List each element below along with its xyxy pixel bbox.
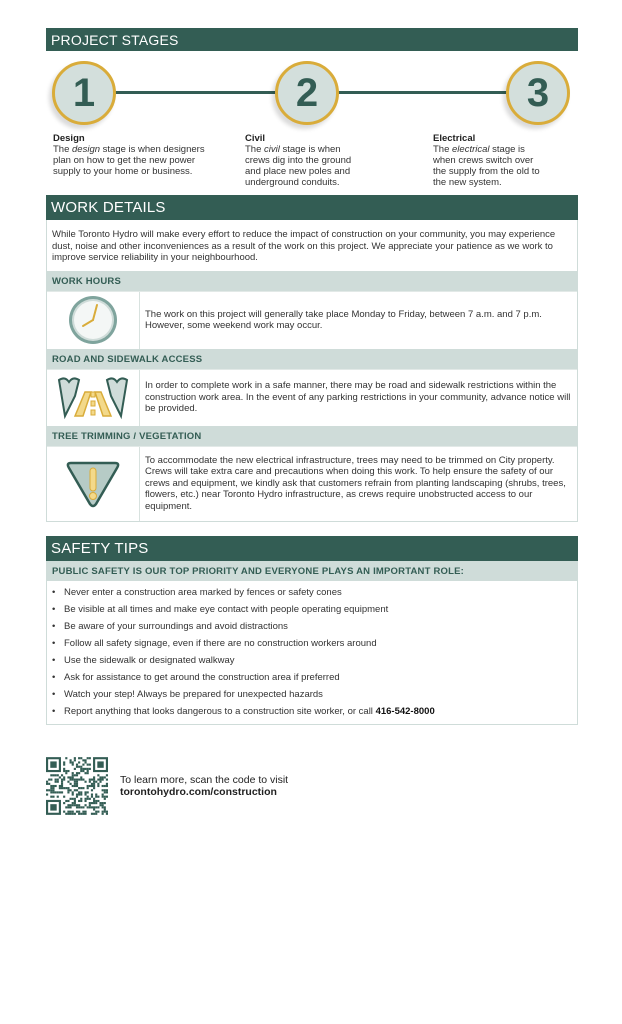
work-hours-heading: WORK HOURS <box>47 271 577 291</box>
work-hours-row <box>47 291 577 349</box>
safety-tip: • Be aware of your surroundings and avoid distractions <box>52 618 572 635</box>
safety-tip: • Follow all safety signage, even if there are no construction workers around <box>52 635 572 652</box>
tree-trimming-text: To accommodate the new electrical infrastructure, trees may need to be trimmed on City property. Crews will take extra care and precautions when doing this work. To help ensure the safety of our crews and equipment, we kindly ask that customers refrain from planting landscaping (shrubs, trees, flowers, etc.) near Toronto Hydro infrastructure, as crews require unobstructed access to our equipment. <box>145 454 566 512</box>
safety-tip: • Be visible at all times and make eye contact with people operating equipment <box>52 601 572 618</box>
stage-1-badge: 1 <box>52 61 116 125</box>
stage-title: Design <box>53 133 85 144</box>
safety-tips-header: SAFETY TIPS <box>46 536 578 561</box>
stage-design <box>53 133 213 177</box>
safety-tip: • Never enter a construction area marked by fences or safety cones <box>52 584 572 601</box>
footer-url[interactable]: torontohydro.com/construction <box>120 786 277 798</box>
stage-civil <box>245 133 365 188</box>
page <box>46 28 578 725</box>
qr-code-icon[interactable] <box>46 757 108 815</box>
stage-title: Electrical <box>433 133 476 144</box>
stage-electrical <box>433 133 543 188</box>
safety-tip: • Watch your step! Always be prepared for unexpected hazards <box>52 686 572 703</box>
road-access-text: In order to complete work in a safe manner, there may be road and sidewalk restrictions within the construction work area. In the event of any parking restrictions in your community, advance notice will be provided. <box>145 380 571 415</box>
warning-icon <box>47 447 140 521</box>
stage-descriptions <box>46 133 578 195</box>
road-access-heading: ROAD AND SIDEWALK ACCESS <box>47 349 577 369</box>
tree-trimming-row <box>47 446 577 521</box>
stage-3-badge: 3 <box>506 61 570 125</box>
safety-tip: • Use the sidewalk or designated walkway <box>52 652 572 669</box>
road-icon <box>47 370 140 426</box>
footer-text <box>120 774 288 798</box>
project-stages-header: PROJECT STAGES <box>46 28 578 51</box>
work-details-box <box>46 220 578 522</box>
tree-trimming-heading: TREE TRIMMING / VEGETATION <box>47 426 577 446</box>
road-access-row <box>47 369 577 426</box>
stage-description: The design stage is when designers plan on how to get the new power supply to your home or business. <box>53 144 205 177</box>
stage-title: Civil <box>245 133 266 144</box>
work-details-intro: While Toronto Hydro will make every effort to reduce the impact of construction on your community, you may experience dust, noise and other inconveniences as a result of the work on this project. We appreciate your patience as we work to improve service reliability in your neighbourhood. <box>52 229 556 263</box>
footer <box>46 757 288 815</box>
phone-number[interactable]: 416-542-8000 <box>375 705 435 717</box>
work-details-header: WORK DETAILS <box>46 195 578 220</box>
safety-subtitle: PUBLIC SAFETY IS OUR TOP PRIORITY AND EVERYONE PLAYS AN IMPORTANT ROLE: <box>47 561 577 581</box>
footer-line: To learn more, scan the code to visit <box>120 774 289 786</box>
safety-tips-box <box>46 561 578 725</box>
work-hours-text: The work on this project will generally take place Monday to Friday, between 7 a.m. and 7 p.m. However, some weekend work may occur. <box>145 308 542 331</box>
safety-tip: • Ask for assistance to get around the construction area if preferred <box>52 669 572 686</box>
stage-description: The civil stage is when crews dig into the ground and place new poles and underground conduits. <box>245 144 352 188</box>
stage-2-badge: 2 <box>275 61 339 125</box>
stages-timeline <box>46 51 578 133</box>
clock-icon <box>47 292 140 349</box>
safety-tips-list <box>47 581 577 724</box>
stage-description: The electrical stage is when crews switch over the supply from the old to the new system. <box>433 144 540 188</box>
safety-tip-report: • Report anything that looks dangerous to a construction site worker, or call 416-542-8000 <box>52 703 572 720</box>
